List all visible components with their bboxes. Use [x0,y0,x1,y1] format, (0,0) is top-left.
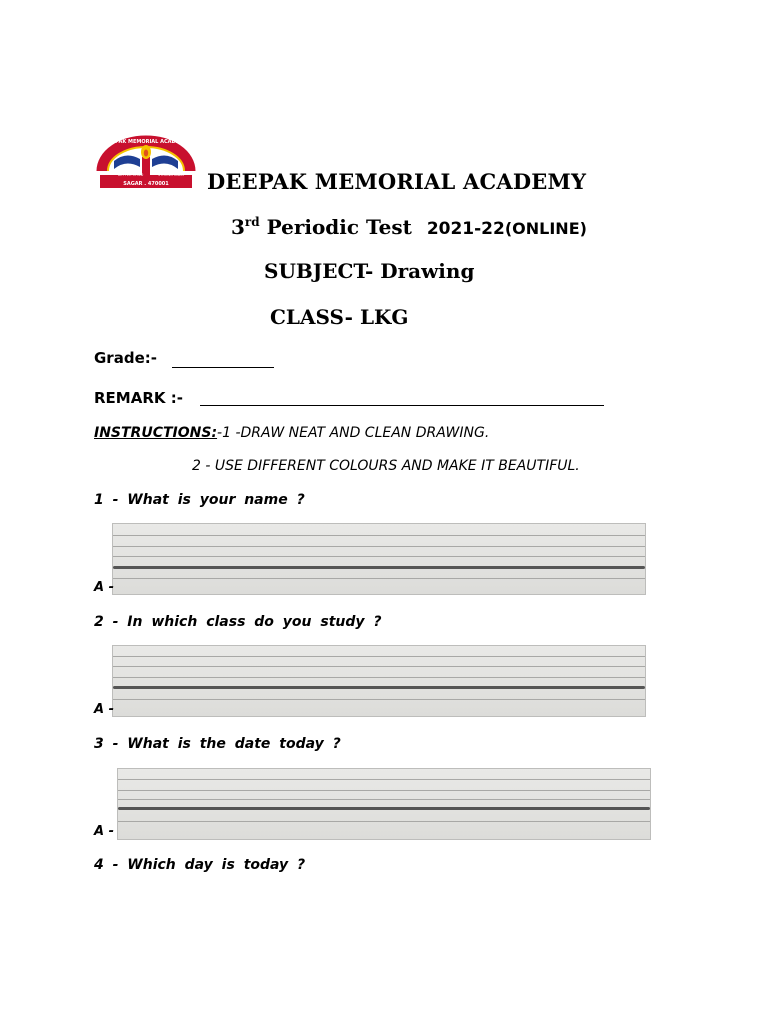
instructions-line-1 [94,425,489,441]
answer-label-1: A - [94,580,114,595]
grade-line [172,367,274,368]
school-name: DEEPAK MEMORIAL ACADEMY [207,169,587,194]
test-label: Periodic Test [266,215,412,239]
logo-left-text: BETTER CHILD [118,173,144,177]
test-title [231,215,587,239]
remark-line [200,405,604,406]
answer-lines-1 [112,523,646,595]
answer-lines-2 [112,645,646,717]
test-mode: (ONLINE) [504,219,587,238]
logo-top-text: DEEPAK MEMORIAL ACADEMY [104,139,188,145]
school-logo [96,131,196,193]
question-2: 2 - In which class do you study ? [94,614,382,630]
answer-label-2: A - [94,702,114,717]
answer-label-3: A - [94,824,114,839]
test-suffix: rd [244,215,260,229]
logo-right-text: STRONG INDIA [158,173,184,177]
instructions-label: INSTRUCTIONS: [94,425,218,441]
instruction-1: -1 -DRAW NEAT AND CLEAN DRAWING. [217,425,490,441]
grade-label: Grade:- [94,349,157,367]
answer-lines-3 [117,768,651,840]
question-4: 4 - Which day is today ? [94,857,306,873]
question-1: 1 - What is your name ? [94,492,305,508]
subject: SUBJECT- Drawing [264,259,475,283]
remark-label: REMARK :- [94,389,183,407]
question-3: 3 - What is the date today ? [94,736,341,752]
logo-bottom-text: SAGAR . 470001 [123,181,169,187]
test-year: 2021-22 [426,219,505,239]
test-number: 3 [231,215,245,239]
class: CLASS- LKG [270,305,409,329]
instruction-2: 2 - USE DIFFERENT COLOURS AND MAKE IT BEAUTIFUL. [192,458,580,474]
